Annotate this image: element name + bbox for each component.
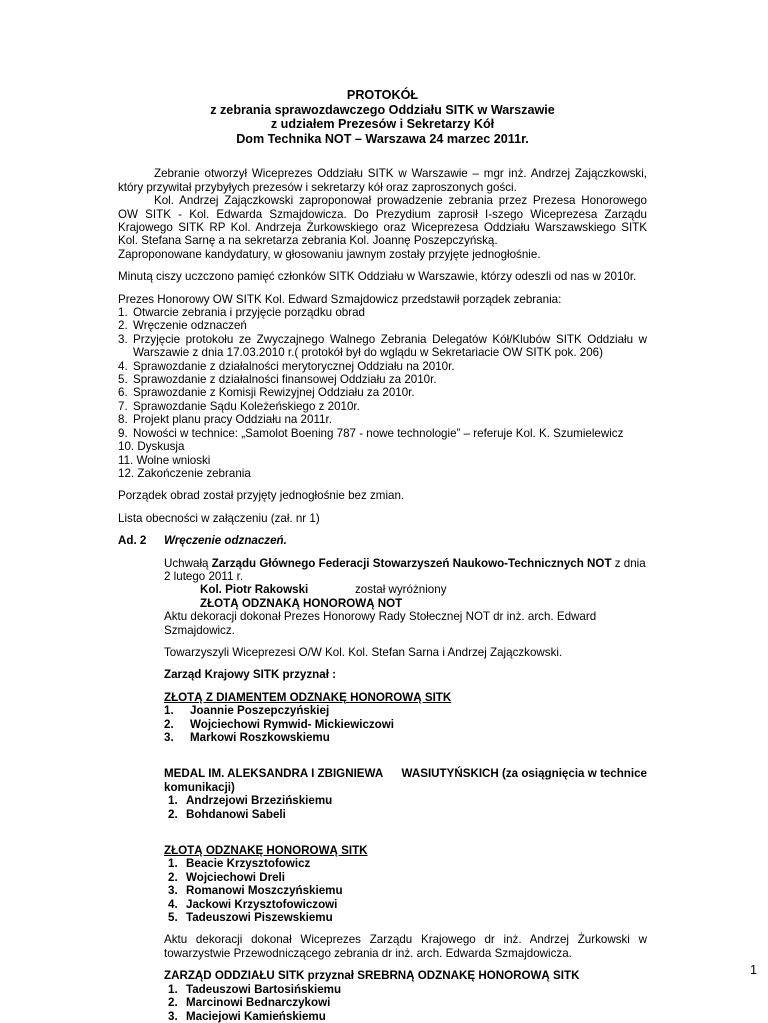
decoration-note-2: Aktu dekoracji dokonał Wiceprezes Zarządu Krajowego dr inż. Andrzej Żurkowski w towarzystwie Przewodniczącego zebrania dr inż. arch. Edwarda Szmajdowicza. (164, 933, 647, 960)
list-item: 3. Maciejowi Kamieńskiemu (168, 1009, 326, 1023)
accompanied-note: Towarzyszyli Wiceprezesi O/W Kol. Kol. Stefan Sarna i Andrzej Zajączkowski. (164, 645, 563, 659)
agenda-item: 2. Wręczenie odznaczeń (118, 319, 247, 333)
document-page (118, 88, 647, 1023)
title-line-1: PROTOKÓŁ (346, 88, 419, 102)
agenda-list (118, 306, 647, 480)
awardee-name: Kol. Piotr Rakowski (200, 583, 309, 597)
list-item: 2. Marcinowi Bednarczykowi (168, 996, 331, 1010)
intro-paragraph-3: Zaproponowane kandydatury, w głosowaniu jawnym zostały przyjęte jednogłośnie. (118, 247, 541, 261)
gold-badge-heading: ZŁOTĄ ODZNAKĘ HONOROWĄ SITK (164, 844, 368, 858)
section-label: Ad. 2 (118, 534, 147, 548)
agenda-item: 11. Wolne wnioski (118, 453, 211, 467)
decoration-note-1: Aktu dekoracji dokonał Prezes Honorowy Rady Stołecznej NOT dr inż. arch. Edward Szmajdowicz. (164, 610, 597, 637)
diamond-badge-heading: ZŁOTĄ Z DIAMENTEM ODZNAKĘ HONOROWĄ SITK (164, 690, 452, 704)
agenda-item: 9. Nowości w technice: „Samolot Boening 787 - nowe technologie” – referuje Kol. K. Szumielewicz (118, 426, 624, 440)
list-item: 2. Wojciechowi Rymwid- Mickiewiczowi (164, 717, 395, 731)
agenda-item: 5. Sprawozdanie z działalności finansowej Oddziału za 2010r. (118, 373, 437, 387)
document-title (118, 88, 647, 146)
agenda-item: 12. Zakończenie zebrania (118, 466, 251, 480)
medal-heading: MEDAL IM. ALEKSANDRA I ZBIGNIEWA WASIUTYŃSKICH (za osiągnięcia w technice (164, 767, 647, 781)
national-board-heading: Zarząd Krajowy SITK przyznał : (164, 668, 337, 682)
list-item: 3. Markowi Roszkowskiemu (164, 731, 330, 744)
medal-list (164, 794, 647, 821)
diamond-badge-list (164, 704, 647, 744)
section-ad2-body (164, 548, 647, 1023)
list-item: 1. Andrzejowi Brzezińskiemu (168, 794, 333, 808)
gold-badge-list (164, 857, 647, 924)
page-number: 1 (750, 963, 758, 977)
minute-of-silence: Minutą ciszy uczczono pamięć członków SITK Oddziału w Warszawie, którzy odeszli od nas w 2010r. (118, 270, 637, 284)
agenda-intro: Prezes Honorowy OW SITK Kol. Edward Szmajdowicz przedstawił porządek zebrania: (118, 292, 562, 306)
list-item: 1. Beacie Krzysztofowicz (168, 857, 311, 871)
list-item: 1. Joannie Poszepczyńskiej (164, 704, 330, 718)
list-item: 5. Tadeuszowi Piszewskiemu (168, 911, 333, 925)
attendance-note: Lista obecności w załączeniu (zał. nr 1) (118, 511, 320, 525)
list-item: 2. Wojciechowi Dreli (168, 870, 285, 884)
resolution-text: Uchwałą Zarządu Głównego Federacji Stowarzyszeń Naukowo-Technicznych NOT z dnia 2 lutego 2011 r. (164, 556, 646, 583)
agenda-item: 4. Sprawozdanie z działalności merytorycznej Oddziału na 2010r. (118, 359, 455, 373)
agenda-accepted: Porządek obrad został przyjęty jednogłośnie bez zmian. (118, 489, 405, 503)
agenda-item: 3. Przyjęcie protokołu ze Zwyczajnego Walnego Zebrania Delegatów Kół/Klubów SITK Oddziału w Warszawie z dnia 17.03.2010 r.( protokół był do wglądu w Sekretariacie OW SITK pok. 206) (118, 332, 647, 360)
intro-paragraph-1: Zebranie otworzył Wiceprezes Oddziału SITK w Warszawie – mgr inż. Andrzej Zajączkowski, który przywitał przybyłych prezesów i sekretarzy kół oraz zaproszonych gości. (118, 167, 647, 194)
agenda-item: 10. Dyskusja (118, 440, 185, 454)
agenda-item: 7. Sprawozdanie Sądu Koleżeńskiego z 2010r. (118, 399, 360, 413)
list-item: 3. Romanowi Moszczyńskiemu (168, 884, 343, 898)
agenda-item: 6. Sprawozdanie z Komisji Rewizyjnej Oddziału za 2010r. (118, 386, 415, 400)
awardee-status: został wyróżniony (355, 583, 447, 597)
title-line-4: Dom Technika NOT – Warszawa 24 marzec 2011r. (236, 131, 529, 146)
agenda-item: 1. Otwarcie zebrania i przyjęcie porządku obrad (118, 306, 365, 320)
title-line-3: z udziałem Prezesów i Sekretarzy Kół (270, 117, 495, 132)
awardee-line (164, 583, 647, 596)
agenda-item: 8. Projekt planu pracy Oddziału na 2011r. (118, 413, 332, 427)
list-item: 1. Tadeuszowi Bartosińskiemu (168, 982, 342, 996)
section-title: Wręczenie odznaczeń. (164, 534, 287, 548)
list-item: 4. Jackowi Krzysztofowiczowi (168, 897, 338, 911)
awardee-award: ZŁOTĄ ODZNAKĄ HONOROWĄ NOT (200, 596, 403, 610)
silver-badge-list (164, 983, 647, 1023)
medal-heading-cont: komunikacji) (164, 780, 235, 794)
intro-paragraph-2: Kol. Andrzej Zajączkowski zaproponował prowadzenie zebrania przez Prezesa Honorowego OW SITK - Kol. Edwarda Szmajdowicza. Do Prezydium zaprosił I-szego Wiceprezesa Zarządu Krajowego SITK RP Kol. Andrzeja Żurkowskiego oraz Wiceprezesa Oddziału Warszawskiego SITK Kol. Stefana Sarnę a na sekretarza zebrania Kol. Joannę Poszepczyńską. (118, 194, 647, 248)
list-item: 2. Bohdanowi Sabeli (168, 807, 286, 821)
silver-badge-heading: ZARZĄD ODDZIAŁU SITK przyznał SREBRNĄ ODZNAKĘ HONOROWĄ SITK (164, 969, 580, 983)
section-ad2-heading (118, 534, 647, 547)
title-line-2: z zebrania sprawozdawczego Oddziału SITK w Warszawie (210, 102, 555, 117)
